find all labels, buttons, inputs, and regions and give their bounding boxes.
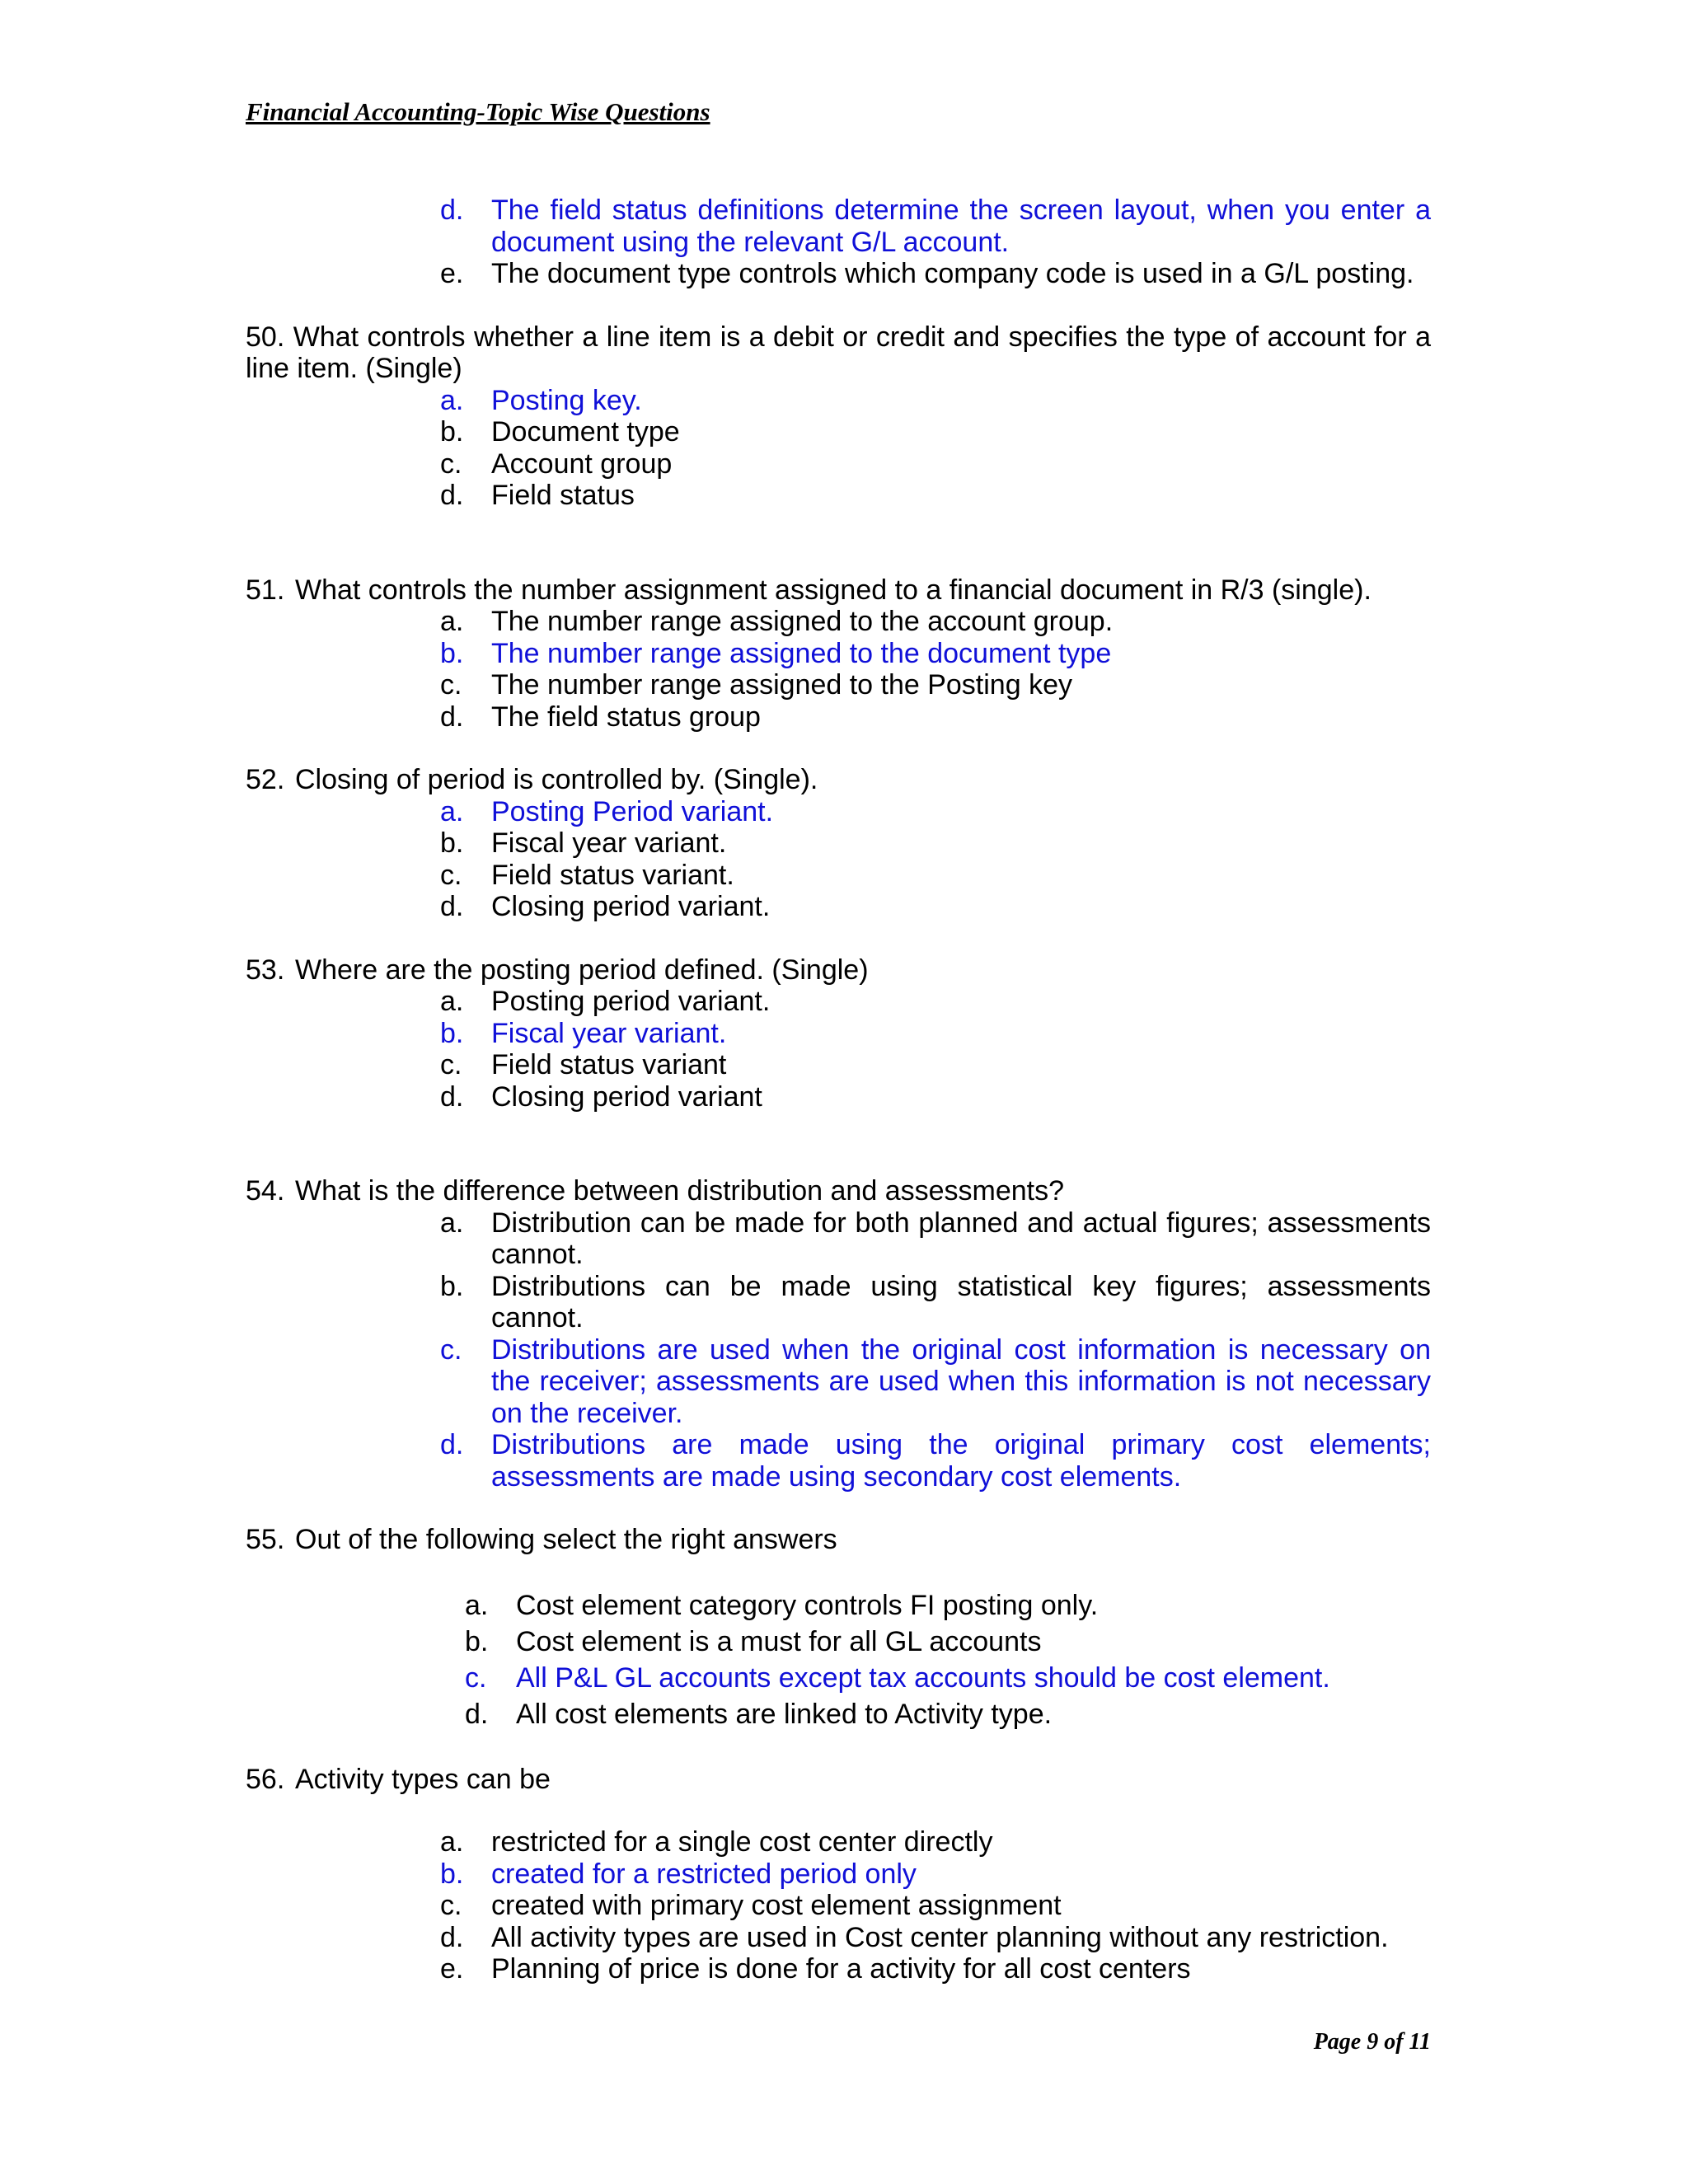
option-d: d. Closing period variant: [440, 1080, 762, 1113]
option-d: d. Distributions are made using the original primary cost elements; assessments are made using secondary cost elements.: [440, 1429, 1431, 1493]
option-a: a. Posting Period variant.: [440, 795, 774, 827]
option-a: a. restricted for a single cost center directly: [440, 1826, 993, 1858]
option-b: b. Distributions can be made using statistical key figures; assessments cannot.: [440, 1270, 1431, 1333]
option-b: b. created for a restricted period only: [440, 1858, 917, 1890]
question-53: [246, 954, 1431, 1113]
option-b: b. Fiscal year variant.: [440, 1017, 727, 1049]
option-c: c. Distributions are used when the original cost information is necessary on the receiver; assessments are used when this information is not necessary on the receiver.: [440, 1333, 1431, 1429]
question-52: [246, 764, 1431, 923]
option-d: d. The field status definitions determine the screen layout, when you enter a document using the relevant G/L account.: [440, 194, 1431, 258]
option-e: e. The document type controls which company code is used in a G/L posting.: [440, 258, 1414, 289]
question-text: 55. Out of the following select the right answers: [246, 1524, 837, 1555]
page-header-title: Financial Accounting-Topic Wise Questions: [246, 97, 710, 126]
option-b: b. The number range assigned to the document type: [440, 637, 1112, 669]
option-c: c. Field status variant: [440, 1049, 727, 1080]
question-list: [246, 194, 1431, 1985]
page-number: Page 9 of 11: [1313, 2029, 1431, 2055]
question-51: [246, 574, 1431, 733]
option-d: d. Closing period variant.: [440, 891, 771, 922]
option-e: e. Planning of price is done for a activity for all cost centers: [440, 1953, 1191, 1985]
option-d: d. All activity types are used in Cost center planning without any restriction.: [440, 1921, 1389, 1953]
option-a: a. Posting key.: [440, 384, 642, 416]
question-options: [246, 606, 1431, 733]
option-d: d. The field status group: [440, 701, 761, 733]
option-d: d. Field status: [440, 480, 635, 511]
option-a: a. Posting period variant.: [440, 986, 771, 1017]
question-text: 50. What controls whether a line item is a debit or credit and specifies the type of account for a line item. (Single): [246, 321, 1431, 384]
question-options: [246, 1587, 1431, 1732]
option-b: b. Fiscal year variant.: [440, 827, 727, 859]
option-c: c. created with primary cost element assignment: [440, 1890, 1062, 1921]
question-56: [246, 1764, 1431, 1985]
option-c: c. The number range assigned to the Posting key: [440, 669, 1072, 701]
question-text: 53. Where are the posting period defined. (Single): [246, 954, 869, 986]
option-d: d. All cost elements are linked to Activity type.: [465, 1698, 1053, 1730]
question-options: [246, 1826, 1431, 1985]
question-options: [246, 986, 1431, 1113]
option-a: a. Cost element category controls FI posting only.: [465, 1589, 1099, 1621]
option-b: b. Document type: [440, 416, 680, 448]
question-options: [246, 385, 1431, 512]
question-text: 52. Closing of period is controlled by. (Single).: [246, 764, 818, 795]
option-a: a. Distribution can be made for both planned and actual figures; assessments cannot.: [440, 1207, 1431, 1270]
option-c: c. Field status variant.: [440, 859, 734, 891]
question-text: 56. Activity types can be: [246, 1763, 551, 1795]
option-c: c. Account group: [440, 448, 673, 480]
question-50: [246, 321, 1431, 512]
option-b: b. Cost element is a must for all GL accounts: [465, 1625, 1042, 1657]
question-54: [246, 1175, 1431, 1493]
question-options: [246, 1207, 1431, 1493]
question-text: 54. What is the difference between distribution and assessments?: [246, 1175, 1065, 1207]
question-text: 51. What controls the number assignment assigned to a financial document in R/3 (single).: [246, 574, 1372, 606]
options-continued: [246, 194, 1431, 290]
question-options: [246, 796, 1431, 923]
question-55: [246, 1524, 1431, 1732]
option-a: a. The number range assigned to the account group.: [440, 606, 1114, 637]
option-c: c. All P&L GL accounts except tax accounts should be cost element.: [465, 1661, 1330, 1694]
